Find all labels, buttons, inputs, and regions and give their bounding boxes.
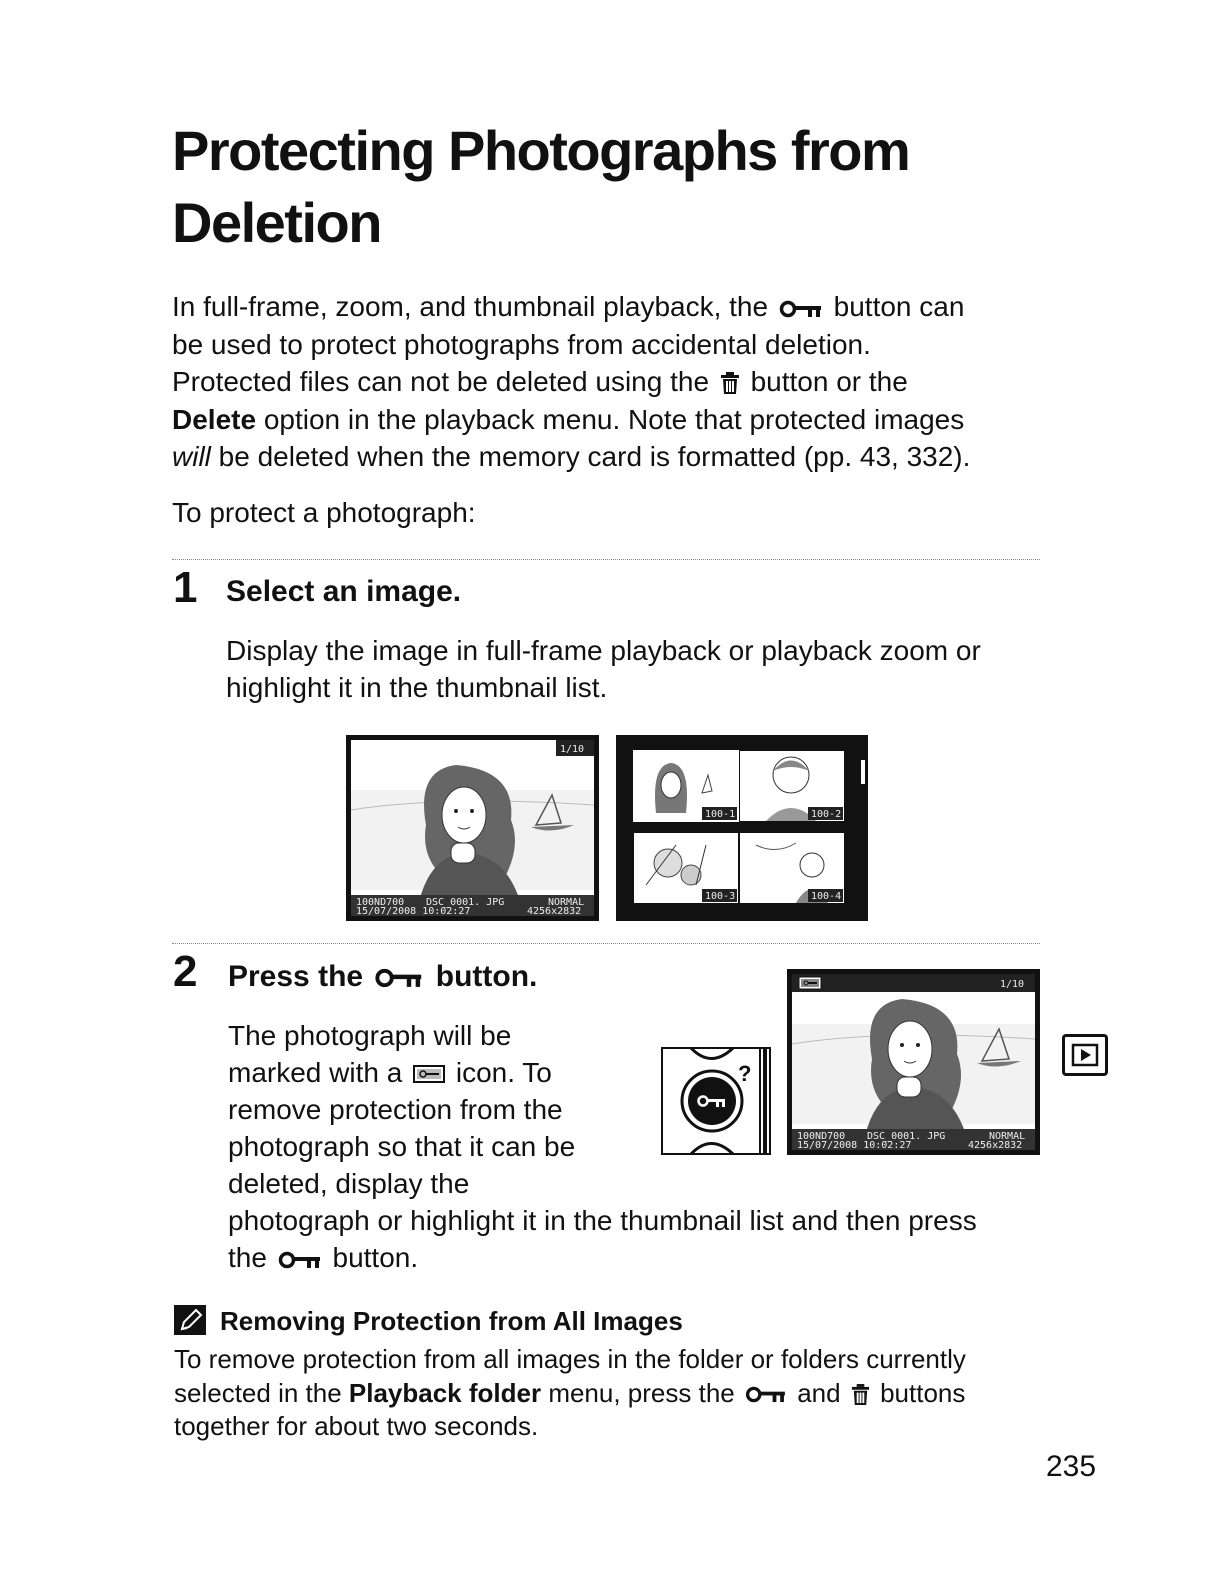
step-number: 2	[173, 947, 198, 996]
step-body-line: The photograph will be	[228, 1020, 512, 1051]
protect-key-icon	[745, 1386, 787, 1403]
intro-line: button can	[833, 291, 965, 322]
scroll-indicator	[861, 760, 865, 784]
playback-folder-text: Playback folder	[348, 1377, 542, 1408]
intro-line: In full-frame, zoom, and thumbnail playback, the	[172, 291, 769, 322]
thumbnail-playback-screen	[616, 735, 868, 921]
note-line: To remove protection from all images in the folder or folders currently	[174, 1344, 966, 1374]
step-body-text: icon. To	[455, 1057, 552, 1088]
folder-name: 100ND700	[797, 1131, 846, 1142]
note-pencil-icon	[174, 1305, 206, 1335]
frame-counter: 1/10	[560, 744, 585, 755]
note-text: menu, press the	[541, 1377, 735, 1408]
intro-line: Protected files can not be deleted using the	[172, 366, 710, 397]
page-title: Protecting Photographs from Deletion	[172, 119, 910, 254]
protect-key-icon	[278, 1251, 322, 1269]
step-title-text: Press the	[228, 960, 364, 993]
note-title: Removing Protection from All Images	[220, 1306, 683, 1336]
step-body-line: photograph so that it can be	[228, 1131, 576, 1162]
file-name: DSC_0001. JPG	[426, 897, 505, 908]
divider	[172, 559, 1040, 560]
intro-paragraph	[172, 288, 1072, 476]
step-title	[228, 957, 537, 997]
image-size: 4256x2832	[968, 1140, 1023, 1151]
thumbnail-label: 100-3	[705, 891, 736, 902]
thumbnail-label: 100-4	[811, 891, 842, 902]
help-question-icon: ?	[738, 1061, 752, 1086]
intro-line: button or the	[750, 366, 908, 397]
step-body	[226, 632, 981, 706]
thumbnail-grid	[616, 735, 868, 921]
step-body-line: deleted, display the	[228, 1168, 470, 1199]
step-body-line	[228, 1239, 1058, 1276]
protect-key-icon	[779, 300, 823, 318]
file-name: DSC_0001. JPG	[867, 1131, 946, 1142]
note-line	[174, 1377, 1054, 1411]
camera-button-illustration	[661, 1047, 771, 1155]
step-body-text: marked with a	[228, 1057, 403, 1088]
date-time: 15/07/2008 10:02:27	[356, 906, 471, 917]
step-body-text: the	[228, 1242, 267, 1273]
intro-line: be deleted when the memory card is formatted (pp. 43, 332).	[210, 441, 971, 472]
protected-photo	[787, 969, 1040, 1155]
page-number: 235	[1046, 1450, 1097, 1483]
step-title: Select an image.	[226, 575, 462, 608]
protect-key-icon	[374, 968, 424, 988]
protect-mark-icon	[413, 1065, 445, 1083]
intro-line: option in the playback menu. Note that protected images	[256, 403, 965, 435]
step-title-text: button.	[435, 960, 538, 993]
protected-image-screen	[787, 969, 1040, 1155]
image-quality: NORMAL	[989, 1131, 1026, 1142]
note-line: together for about two seconds.	[174, 1411, 539, 1441]
full-frame-playback-screen	[346, 735, 599, 921]
lead-text: To protect a photograph:	[172, 497, 476, 528]
image-quality: NORMAL	[548, 897, 585, 908]
step-body-text: button.	[332, 1242, 419, 1273]
step-body-line: highlight it in the thumbnail list.	[226, 672, 608, 703]
note-text: selected in the	[174, 1377, 349, 1408]
folder-name: 100ND700	[356, 897, 405, 908]
step-number: 1	[173, 563, 198, 612]
step-body-line: remove protection from the	[228, 1094, 563, 1125]
thumbnail-label: 100-1	[705, 809, 736, 820]
step-body-line: Display the image in full-frame playback or playback zoom or	[226, 635, 981, 666]
playback-tab-icon	[1062, 1034, 1108, 1076]
note-text: buttons	[880, 1377, 966, 1408]
emphasis-will: will	[172, 441, 211, 472]
note-text: and	[797, 1377, 841, 1408]
trash-icon	[851, 1384, 870, 1405]
note-body	[174, 1343, 1054, 1444]
frame-counter: 1/10	[1000, 979, 1025, 990]
thumbnail-label: 100-2	[811, 809, 842, 820]
date-time: 15/07/2008 10:02:27	[797, 1140, 912, 1151]
intro-line: be used to protect photographs from accidental deletion.	[172, 328, 871, 360]
trash-icon	[720, 372, 740, 394]
divider	[172, 943, 1040, 944]
step-body-line: photograph or highlight it in the thumbnail list and then press	[228, 1205, 977, 1236]
playback-photo	[346, 735, 599, 921]
delete-option-text: Delete	[172, 403, 257, 435]
protect-mark-icon	[799, 977, 821, 989]
image-size: 4256x2832	[527, 906, 582, 917]
